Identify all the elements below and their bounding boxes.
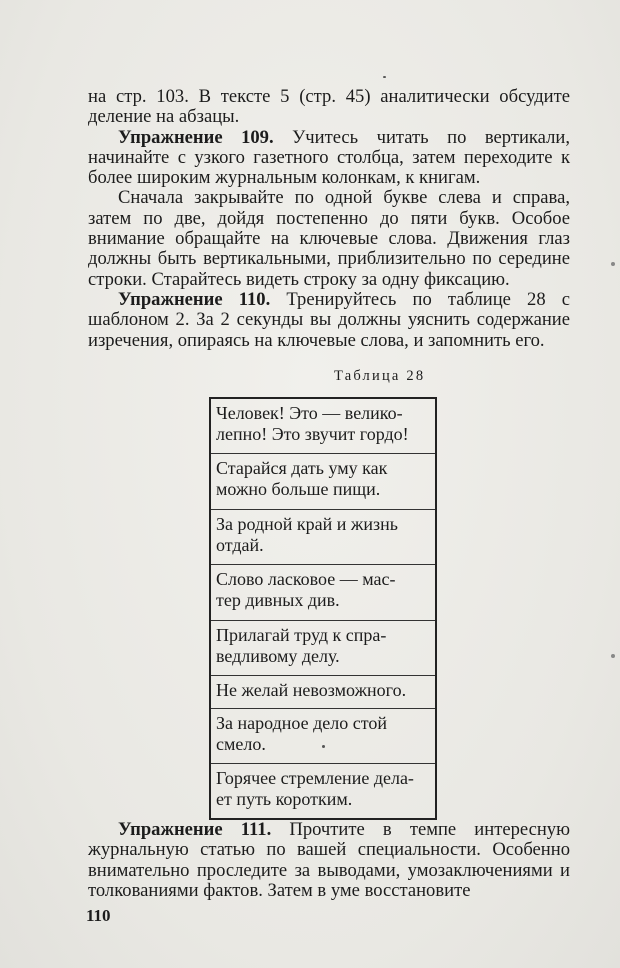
page-number: 110: [86, 906, 111, 925]
table-caption: Таблица 28: [334, 368, 426, 384]
paragraph-text: Тренируйтесь по таблице 28 с шаблоном 2. За 2 секунды вы должны уяснить содержание изречения, опираясь на ключевые слова, и запомнить его.: [88, 288, 571, 351]
paragraph-text: Сначала закрывайте по одной букве слева и справа, затем по две, дойдя постепенно до пяти букв. Особое внимание обращайте на ключевые слова. Движения глаз должны быть вертикальными, приблизительно по середине строки. Старайтесь видеть строку за одну фиксацию.: [88, 187, 570, 290]
table-row: За народное дело стой смело.: [211, 709, 435, 764]
table-row: Человек! Это — велико- лепно! Это звучит гордо!: [211, 399, 435, 454]
paragraph-text: на стр. 103. В тексте 5 (стр. 45) аналитически обсудите деление на абзацы.: [88, 86, 570, 128]
table-row: Старайся дать уму как можно больше пищи.: [211, 454, 435, 510]
paragraph-instructions: [88, 188, 570, 289]
print-speck: [322, 745, 325, 748]
paragraph-exercise-109: [88, 128, 570, 189]
text-block-top: [88, 87, 570, 351]
paragraph-exercise-111: [88, 820, 570, 901]
table-row: Слово ласковое — мас- тер дивных див.: [211, 565, 435, 621]
exercise-label: Упражнение 110.: [118, 288, 271, 310]
print-speck: [611, 654, 615, 658]
paragraph-text: Учитесь читать по вертикали, начинайте с узкого газетного столбца, затем переходите к более широким журнальным колонкам, к книгам.: [88, 126, 570, 189]
paragraph-continuation: [88, 87, 570, 128]
exercise-label: Упражнение 109.: [118, 126, 274, 148]
print-speck: [611, 262, 615, 266]
exercise-label: Упражнение 111.: [118, 819, 272, 840]
table-row: За родной край и жизнь отдай.: [211, 510, 435, 565]
paragraph-text: Прочтите в темпе интересную журнальную статью по вашей специальности. Особенно внимательно проследите за выводами, умозаключениями и толкованиями фактов. Затем в уме восстановите: [88, 819, 570, 901]
table-row: Не желай невозможного.: [211, 676, 435, 709]
proverb-table: [209, 397, 437, 820]
text-block-bottom: [88, 820, 570, 901]
print-speck: [383, 76, 386, 78]
table-row: Горячее стремление дела- ет путь коротким.: [216, 768, 414, 809]
table-row: Прилагай труд к спра- ведливому делу.: [211, 621, 435, 676]
paragraph-exercise-110: [88, 290, 570, 351]
